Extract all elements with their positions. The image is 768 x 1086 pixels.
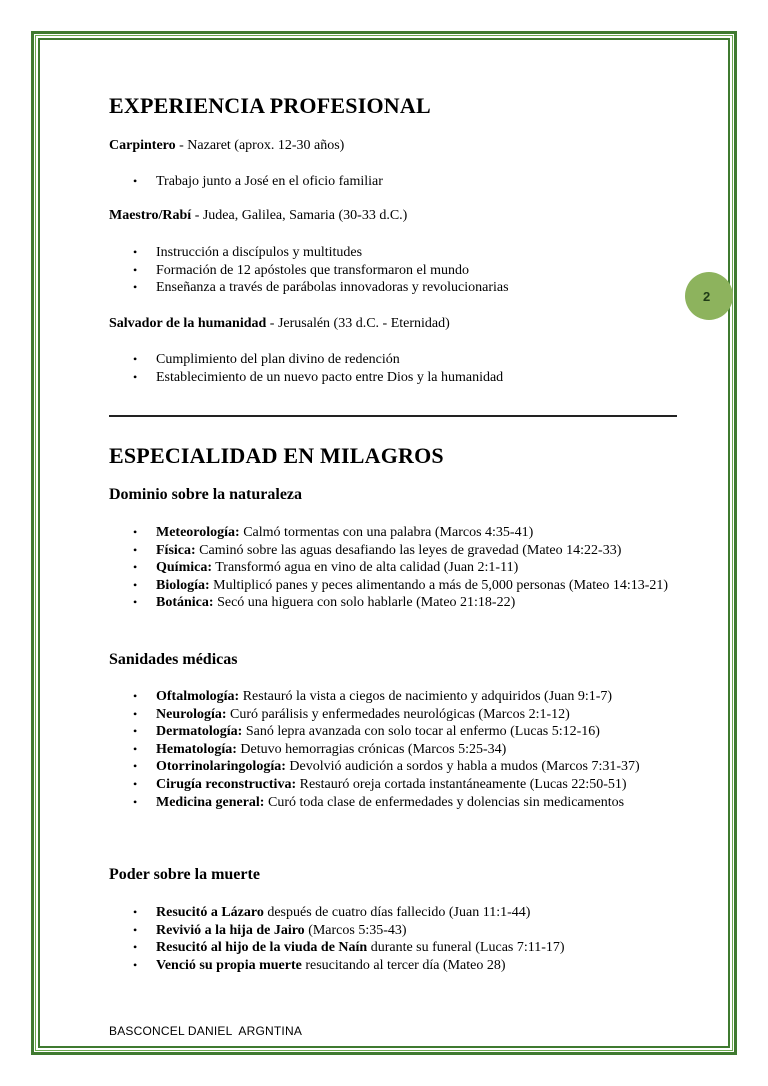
bullet-icon: • — [133, 525, 138, 539]
job-role: Carpintero — [109, 138, 176, 153]
job-bullets-salvador — [109, 351, 684, 386]
job-details: - Jerusalén (33 d.C. - Eternidad) — [266, 316, 450, 331]
job-bullets-maestro — [109, 244, 684, 297]
list-item: • Cirugía reconstructiva: Restauró oreja cortada instantáneamente (Lucas 22:50-51) — [133, 776, 627, 792]
bullet-icon: • — [133, 957, 138, 972]
page-number-badge — [685, 272, 733, 320]
list-item: • Venció su propia muerte resucitando al tercer día (Mateo 28) — [133, 957, 506, 973]
list-item: • Instrucción a discípulos y multitudes — [133, 245, 363, 260]
bullet-icon: • — [133, 262, 138, 277]
list-item: • Enseñanza a través de parábolas innovadoras y revolucionarias — [133, 280, 509, 296]
bullet-icon: • — [133, 577, 138, 592]
bullet-icon: • — [133, 174, 138, 188]
bullet-icon: • — [133, 905, 138, 919]
page-footer: BASCONCEL DANIEL ARGNTINA — [109, 1024, 303, 1038]
bullet-icon: • — [133, 794, 138, 809]
list-item: • Cumplimiento del plan divino de redención — [133, 352, 400, 367]
list-item: • Resucitó a Lázaro después de cuatro días fallecido (Juan 11:1-44) — [133, 905, 531, 920]
bullet-icon: • — [133, 560, 138, 575]
list-item: • Meteorología: Calmó tormentas con una palabra (Marcos 4:35-41) — [133, 525, 534, 540]
bullet-icon: • — [133, 280, 138, 295]
job-role: Salvador de la humanidad — [109, 316, 267, 331]
miracles-heading: ESPECIALIDAD EN MILAGROS — [109, 443, 444, 468]
bullet-icon: • — [133, 940, 138, 955]
list-item: • Botánica: Secó una higuera con solo hablarle (Mateo 21:18-22) — [133, 595, 516, 611]
page-number: 2 — [703, 288, 711, 304]
section-title-naturaleza: Dominio sobre la naturaleza — [109, 486, 303, 503]
bullet-icon: • — [133, 352, 138, 366]
bullet-icon: • — [133, 724, 138, 739]
job-title-salvador — [109, 316, 450, 332]
section-title-sanidades: Sanidades médicas — [109, 651, 238, 668]
list-item: • Establecimiento de un nuevo pacto entre Dios y la humanidad — [133, 369, 504, 385]
section-list-sanidades — [109, 688, 684, 811]
list-item: • Biología: Multiplicó panes y peces alimentando a más de 5,000 personas (Mateo 14:13-21) — [133, 577, 669, 593]
list-item: • Revivió a la hija de Jairo (Marcos 5:35-43) — [133, 922, 407, 938]
section-list-muerte — [109, 904, 684, 974]
experience-heading: EXPERIENCIA PROFESIONAL — [109, 93, 431, 118]
bullet-icon: • — [133, 542, 138, 557]
section-title-muerte: Poder sobre la muerte — [109, 866, 260, 883]
bullet-icon: • — [133, 759, 138, 774]
list-item: • Trabajo junto a José en el oficio familiar — [133, 174, 383, 189]
list-item: • Resucitó al hijo de la viuda de Naín durante su funeral (Lucas 7:11-17) — [133, 940, 565, 956]
job-role: Maestro/Rabí — [109, 208, 192, 223]
list-item: • Física: Caminó sobre las aguas desafiando las leyes de gravedad (Mateo 14:22-33) — [133, 542, 622, 558]
bullet-icon: • — [133, 776, 138, 791]
list-item: • Hematología: Detuvo hemorragias crónicas (Marcos 5:25-34) — [133, 741, 507, 757]
job-details: - Nazaret (aprox. 12-30 años) — [175, 138, 345, 153]
job-title-maestro — [109, 208, 407, 224]
list-item: • Formación de 12 apóstoles que transformaron el mundo — [133, 262, 469, 278]
list-item: • Medicina general: Curó toda clase de enfermedades y dolencias sin medicamentos — [133, 794, 625, 810]
bullet-icon: • — [133, 689, 138, 703]
list-item: • Otorrinolaringología: Devolvió audición a sordos y habla a mudos (Marcos 7:31-37) — [133, 759, 640, 775]
job-details: - Judea, Galilea, Samaria (30-33 d.C.) — [191, 208, 408, 223]
bullet-icon: • — [133, 741, 138, 756]
list-item: • Oftalmología: Restauró la vista a ciegos de nacimiento y adquiridos (Juan 9:1-7) — [133, 689, 613, 704]
bullet-icon: • — [133, 245, 138, 259]
bullet-icon: • — [133, 369, 138, 384]
list-item: • Dermatología: Sanó lepra avanzada con solo tocar al enfermo (Lucas 5:12-16) — [133, 724, 600, 740]
list-item: • Neurología: Curó parálisis y enfermedades neurológicas (Marcos 2:1-12) — [133, 706, 570, 722]
bullet-icon: • — [133, 706, 138, 721]
list-item: • Química: Transformó agua en vino de alta calidad (Juan 2:1-11) — [133, 560, 519, 576]
job-bullets-carpintero — [109, 173, 684, 191]
bullet-icon: • — [133, 922, 138, 937]
section-list-naturaleza — [109, 524, 684, 612]
job-title-carpintero — [109, 138, 344, 154]
bullet-icon: • — [133, 595, 138, 610]
section-divider — [109, 415, 677, 417]
